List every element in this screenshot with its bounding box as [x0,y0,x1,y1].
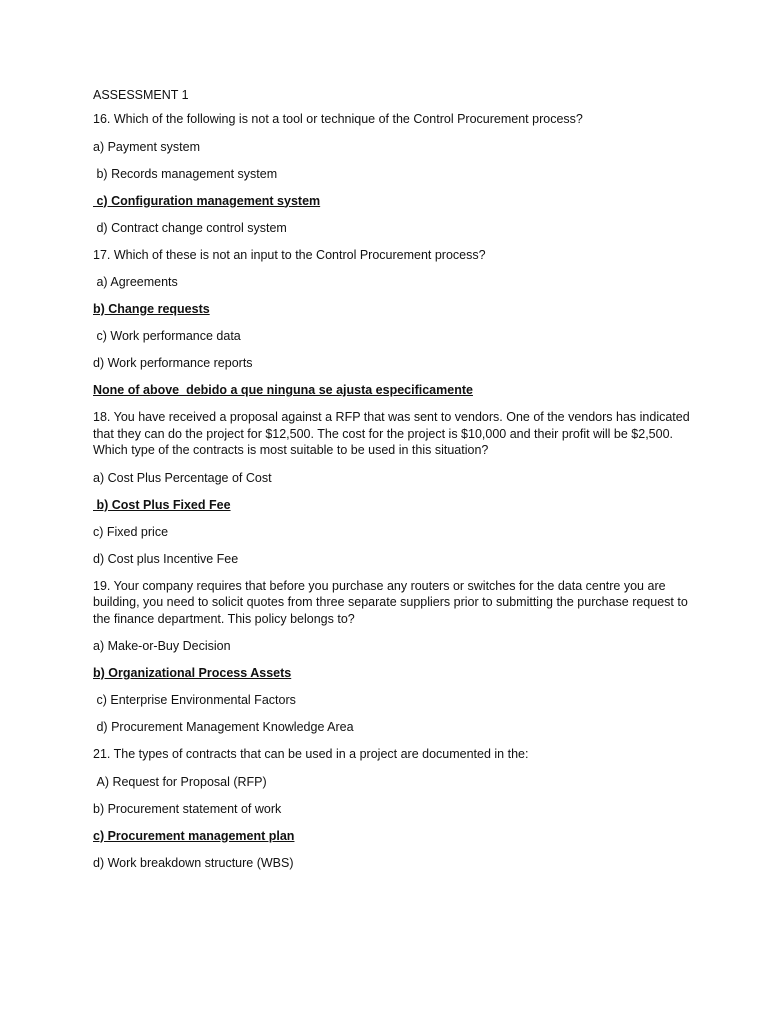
option-text: a) Make-or-Buy Decision [93,639,231,653]
document-page [93,87,693,882]
option-text: d) Procurement Management Knowledge Area [93,720,354,734]
option-text: c) Enterprise Environmental Factors [93,693,296,707]
option-text: a) Payment system [93,139,200,154]
question-text: 21. The types of contracts that can be used in a project are documented in the: [93,747,529,761]
answer-option-text: c) Configuration management system [93,193,321,208]
answer-option [93,382,693,398]
question-text: 19. Your company requires that before you purchase any routers or switches for the data centre you are building, you need to solicit quotes from three separate suppliers prior to submitting the purchase request to the finance department. This policy belongs to? [93,578,692,626]
option-text: a) Cost Plus Percentage of Cost [93,470,272,485]
question-text: 18. You have received a proposal against a RFP that was sent to vendors. One of the vendors has indicated that they can do the project for $12,500. The cost for the project is $10,000 and their profit will be $2,500. Which type of the contracts is most suitable to be used in this situation? [93,410,694,457]
option-text: c) Fixed price [93,524,169,539]
question-text: 17. Which of these is not an input to the Control Procurement process? [93,247,486,262]
option-text: A) Request for Proposal (RFP) [93,774,267,789]
option-text: a) Agreements [93,275,178,289]
option-text: d) Cost plus Incentive Fee [93,551,239,566]
answer-option-text: c) Procurement management plan [93,828,295,843]
answer-option [93,301,693,317]
document-title: ASSESSMENT 1 [93,88,189,102]
answer-option-text: b) Cost Plus Fixed Fee [93,497,231,512]
answer-option-text: b) Organizational Process Assets [93,666,292,680]
answer-option [93,497,693,513]
answer-option-text: None of above debido a que ninguna se ajusta especificamente [93,383,473,397]
answer-option [93,193,693,209]
option-text: b) Records management system [93,166,278,181]
option-text: c) Work performance data [93,329,241,343]
option-text: d) Work breakdown structure (WBS) [93,855,294,870]
answer-option [93,665,693,681]
option-text: d) Contract change control system [93,220,287,235]
question-list [93,111,693,871]
question-text: 16. Which of the following is not a tool or technique of the Control Procurement process? [93,112,583,126]
answer-option [93,828,693,844]
option-text: d) Work performance reports [93,356,253,370]
answer-option-text: b) Change requests [93,302,210,316]
option-text: b) Procurement statement of work [93,801,282,816]
